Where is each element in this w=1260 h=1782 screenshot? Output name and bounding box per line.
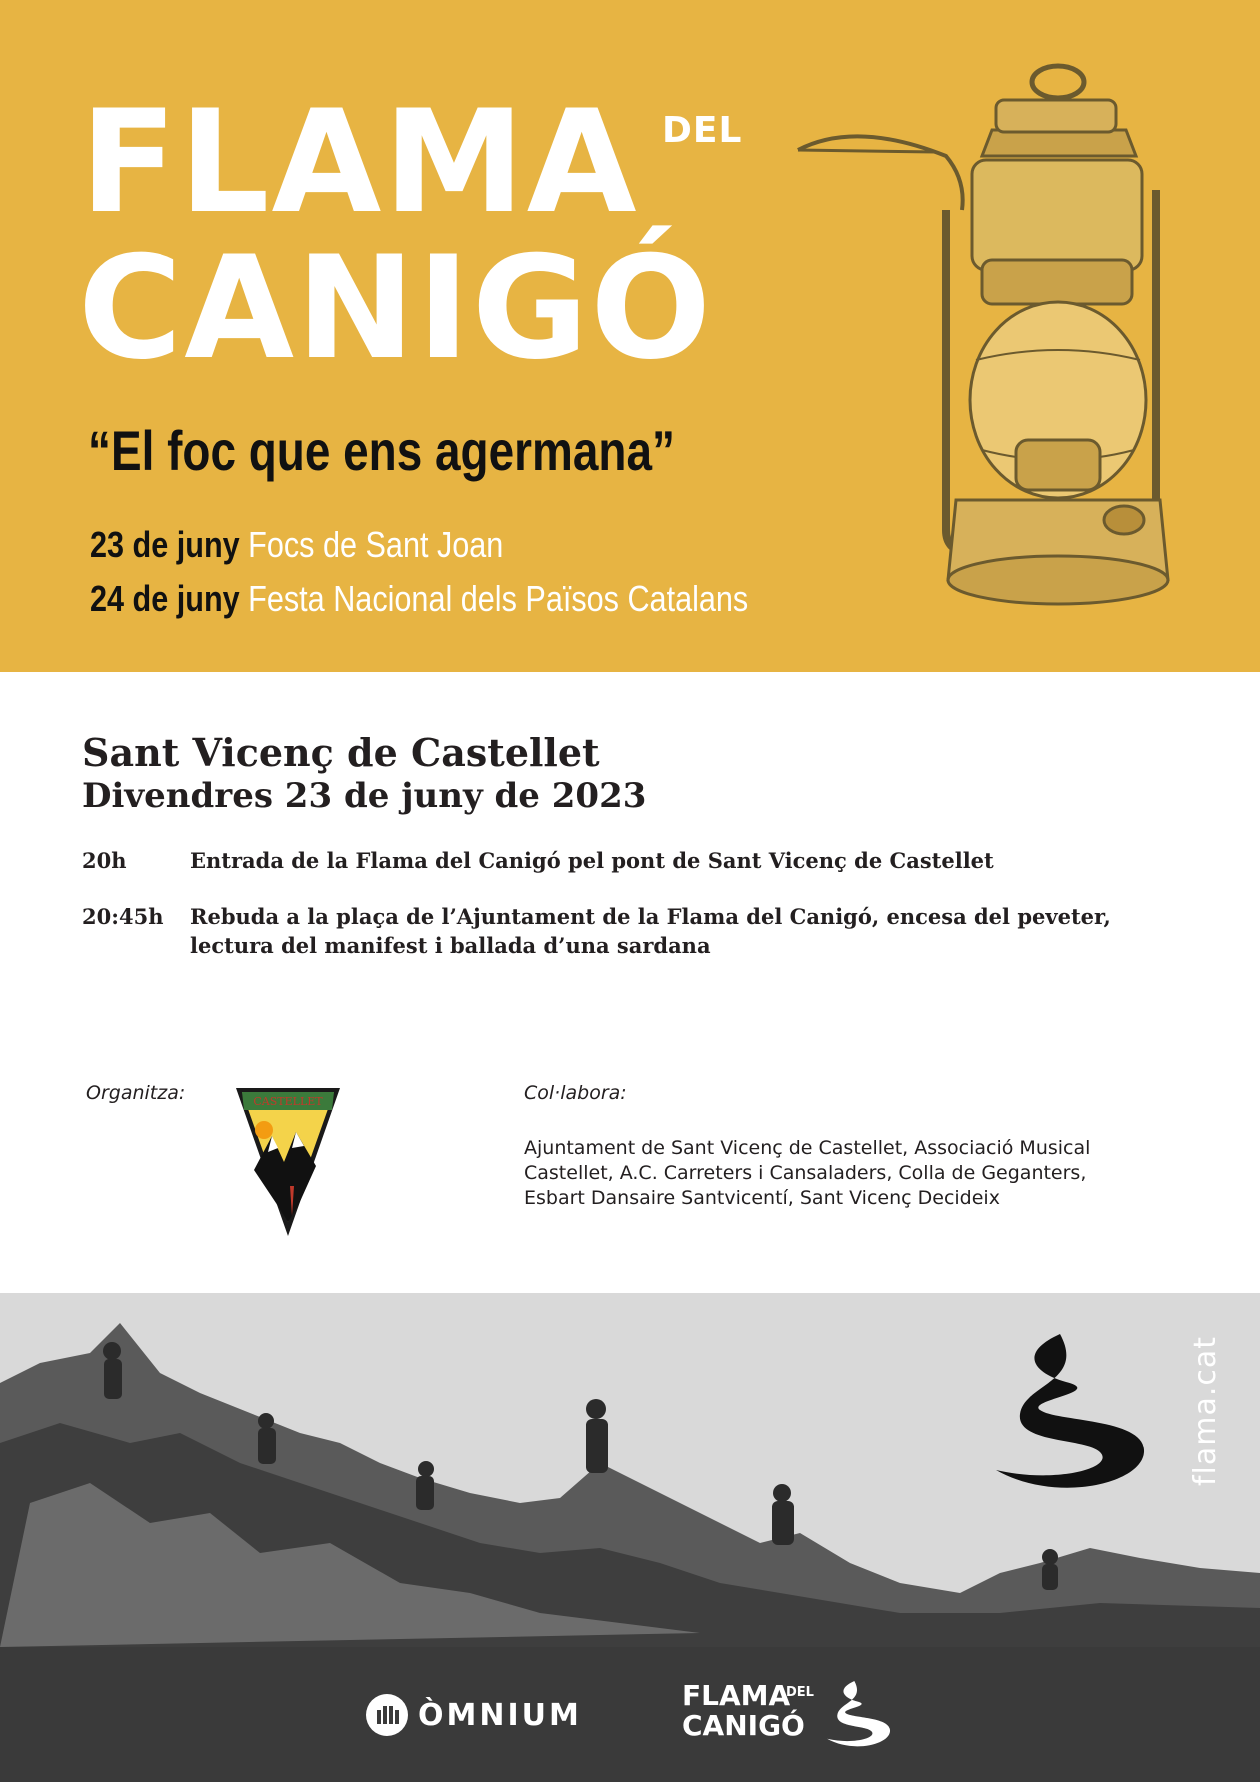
- flama-cat-url: flama.cat: [1188, 1335, 1223, 1486]
- castellet-logo: [234, 1086, 342, 1238]
- schedule-time: 20h: [82, 848, 127, 873]
- header-banner: [0, 0, 1260, 672]
- date-event: Festa Nacional dels Països Catalans: [248, 578, 749, 619]
- flama-logo-line2: CANIGÓ: [682, 1709, 805, 1742]
- lantern-icon: [796, 60, 1176, 640]
- event-date: Divendres 23 de juny de 2023: [82, 776, 647, 816]
- title-canigo: CANIGÓ: [78, 226, 714, 391]
- schedule-text: Rebuda a la plaça de l’Ajuntament de la Flama del Canigó, encesa del peveter, lectura del manifest i ballada d’una sardana: [190, 904, 1111, 958]
- date-row-23: [90, 524, 503, 566]
- omnium-logo: [366, 1693, 582, 1737]
- schedule-time: 20:45h: [82, 904, 164, 929]
- omnium-name: ÒMNIUM: [418, 1697, 582, 1733]
- date-event: Focs de Sant Joan: [248, 524, 504, 565]
- flama-logo-del: DEL: [786, 1685, 814, 1700]
- date-label: 23 de juny: [90, 524, 240, 565]
- logo-text: CASTELLET: [253, 1095, 323, 1108]
- date-row-24: [90, 578, 748, 620]
- flame-s-icon: [996, 1334, 1146, 1494]
- flame-s-icon: [826, 1681, 892, 1749]
- footer-bar: [0, 1647, 1260, 1782]
- collaborators-text: Ajuntament de Sant Vicenç de Castellet, Associació Musical Castellet, A.C. Carreters i Cansaladers, Colla de Geganters, Esbart Dansaire Santvicentí, Sant Vicenç Decideix: [524, 1137, 1091, 1209]
- event-place: Sant Vicenç de Castellet: [82, 730, 600, 775]
- flama-logo-line1: FLAMA: [682, 1679, 791, 1712]
- schedule-text: Entrada de la Flama del Canigó pel pont de Sant Vicenç de Castellet: [190, 848, 994, 873]
- organitza-label: Organitza:: [86, 1082, 186, 1104]
- slogan: “El foc que ens agermana”: [88, 419, 675, 482]
- omnium-icon: [366, 1694, 408, 1736]
- collabora-label: Col·labora:: [524, 1082, 627, 1104]
- flama-canigo-logo: [682, 1681, 902, 1751]
- title-del: DEL: [662, 110, 743, 151]
- date-label: 24 de juny: [90, 578, 240, 619]
- title-flama: FLAMA: [80, 80, 639, 245]
